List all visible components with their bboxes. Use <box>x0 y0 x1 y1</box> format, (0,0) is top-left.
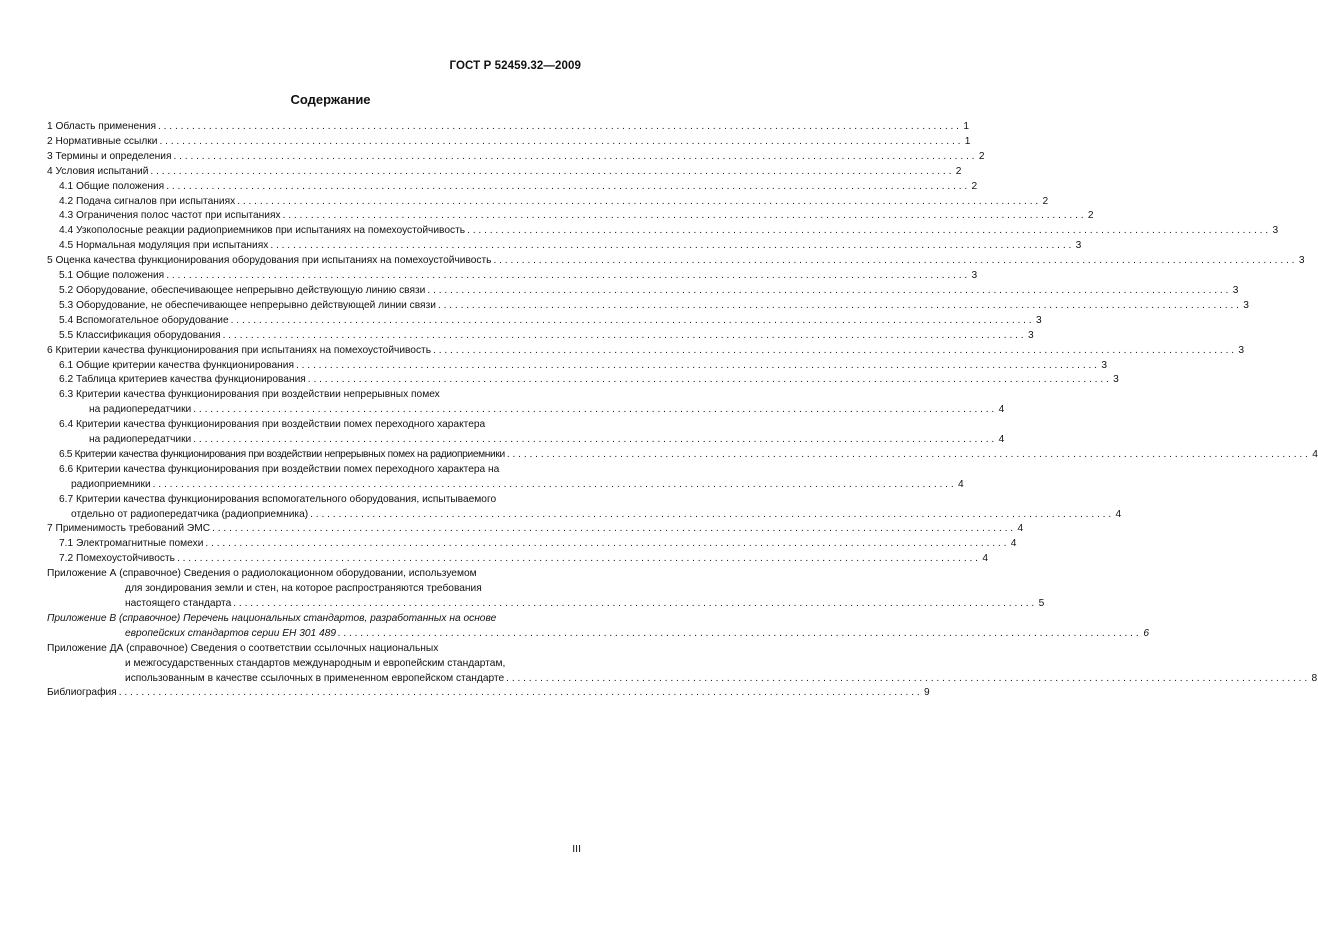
toc-entry[interactable]: 1 Область применения . . . 1 <box>47 120 585 135</box>
page-number: III <box>572 843 581 855</box>
toc-entry[interactable]: 6.4 Критерии качества функционирования при воздействии помех переходного характера на радиопередатчики . . . 4 <box>47 418 585 448</box>
toc-entry[interactable]: 4.3 Ограничения полос частот при испытаниях . . . 2 <box>47 209 585 224</box>
document-id: ГОСТ Р 52459.32—2009 <box>449 60 581 72</box>
page-title: Содержание <box>290 92 371 107</box>
toc-entry[interactable]: 7 Применимость требований ЭМС . . . 4 <box>47 522 585 537</box>
toc-entry[interactable]: 6.7 Критерии качества функционирования вспомогательного оборудования, испытываемого отдельно от радиопередатчика (радиоприемника) . . . 4 <box>47 493 585 523</box>
toc-entry-appendix[interactable]: Приложение А (справочное) Сведения о радиолокационном оборудовании, используемом для зондирования земли и стен, на которое распространяются требования настоящего стандарта . . . 5 <box>47 567 585 612</box>
toc-entry[interactable]: 5 Оценка качества функционирования оборудования при испытаниях на помехоустойчивость . . . 3 <box>47 254 585 269</box>
toc-entry[interactable]: 5.1 Общие положения . . . 3 <box>47 269 585 284</box>
toc-entry[interactable]: 5.3 Оборудование, не обеспечивающее непрерывно действующей линии связи . . . 3 <box>47 299 585 314</box>
toc-entry-appendix[interactable]: Приложение В (справочное) Перечень национальных стандартов, разработанных на основе европейских стандартов серии ЕН 301 489 . . . 6 <box>47 612 585 642</box>
toc-entry[interactable]: 3 Термины и определения . . . 2 <box>47 150 585 165</box>
toc-entry[interactable]: 4.2 Подача сигналов при испытаниях . . . 2 <box>47 195 585 210</box>
toc-entry[interactable]: 4.5 Нормальная модуляция при испытаниях . . . 3 <box>47 239 585 254</box>
toc-entry[interactable]: 6 Критерии качества функционирования при испытаниях на помехоустойчивость . . . 3 <box>47 344 585 359</box>
toc-entry[interactable]: 6.2 Таблица критериев качества функционирования . . . 3 <box>47 373 585 388</box>
toc-entry[interactable]: 6.3 Критерии качества функционирования при воздействии непрерывных помех на радиопередатчики . . . 4 <box>47 388 585 418</box>
toc-entry[interactable]: 6.1 Общие критерии качества функционирования . . . 3 <box>47 359 585 374</box>
toc-entry-appendix[interactable]: Приложение ДА (справочное) Сведения о соответствии ссылочных национальных и межгосударственных стандартов международным и европейским стандартам, использованным в качестве ссылочных в примененном европейском стандарте . . . 8 <box>47 642 585 687</box>
toc-entry[interactable]: 7.2 Помехоустойчивость . . . 4 <box>47 552 585 567</box>
toc-entry[interactable]: 6.6 Критерии качества функционирования при воздействии помех переходного характера на радиоприемники . . . 4 <box>47 463 585 493</box>
toc-entry[interactable]: 4.4 Узкополосные реакции радиоприемников при испытаниях на помехоустойчивость . . . 3 <box>47 224 585 239</box>
toc-entry[interactable]: 4 Условия испытаний . . . 2 <box>47 165 585 180</box>
toc-entry[interactable]: 7.1 Электромагнитные помехи . . . 4 <box>47 537 585 552</box>
toc-entry[interactable]: 4.1 Общие положения . . . 2 <box>47 180 585 195</box>
toc-entry[interactable]: 5.5 Классификация оборудования . . . 3 <box>47 329 585 344</box>
toc-entry[interactable]: 2 Нормативные ссылки . . . 1 <box>47 135 585 150</box>
toc-entry[interactable]: 5.4 Вспомогательное оборудование . . . 3 <box>47 314 585 329</box>
table-of-contents <box>47 120 1318 701</box>
toc-entry[interactable]: 6.5 Критерии качества функционирования при воздействии непрерывных помех на радиоприемники . . . 4 <box>47 448 585 463</box>
toc-entry[interactable]: 5.2 Оборудование, обеспечивающее непрерывно действующую линию связи . . . 3 <box>47 284 585 299</box>
toc-entry[interactable]: Библиография . . . 9 <box>47 686 585 701</box>
